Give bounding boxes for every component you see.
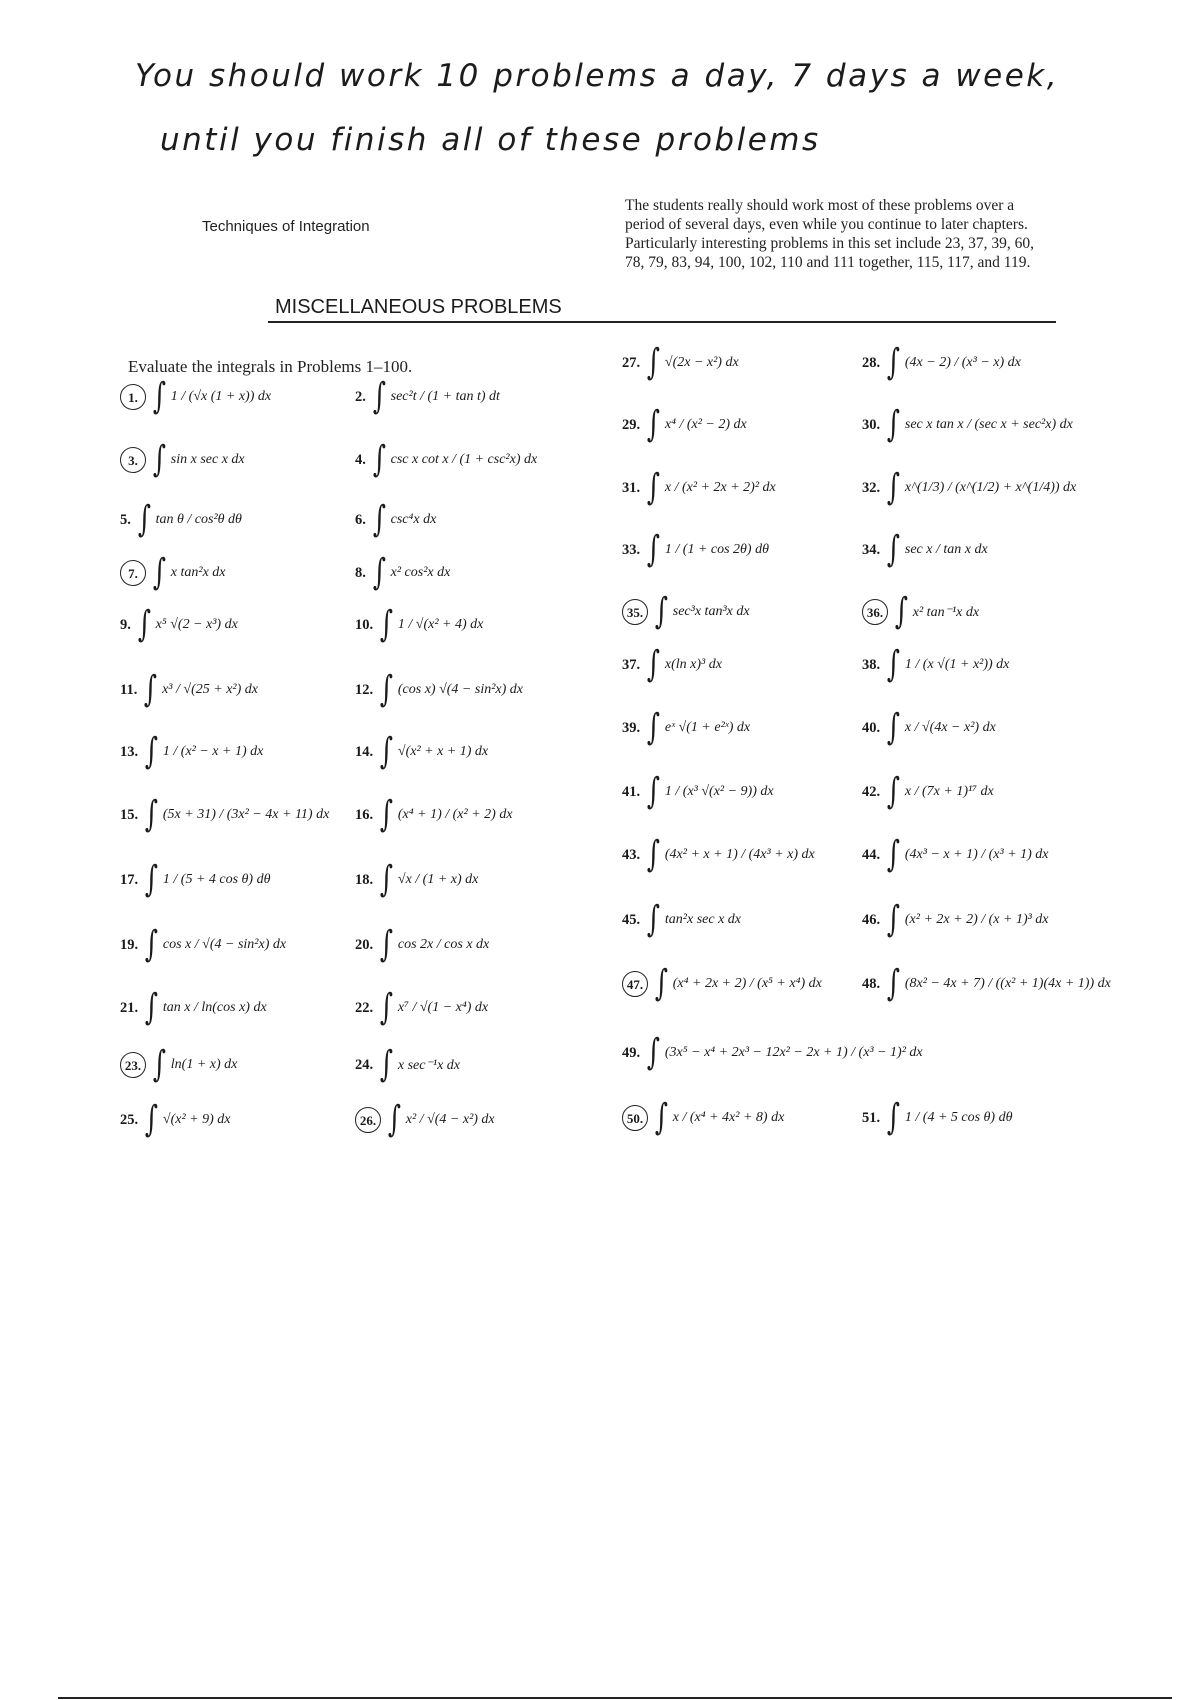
problem-item xyxy=(862,708,996,748)
problem-item xyxy=(622,468,776,508)
integrand-expression: x tan²x dx xyxy=(170,565,226,580)
problem-number: 40. xyxy=(862,719,881,736)
problem-number: 33. xyxy=(622,541,641,558)
problem-item xyxy=(120,860,270,900)
integral-sign-icon: ∫ xyxy=(379,731,394,772)
problem-item xyxy=(120,988,267,1028)
problem-item xyxy=(622,405,747,445)
problem-item xyxy=(355,500,436,540)
integrand-expression: sin x sec x dx xyxy=(170,452,245,467)
integrand-expression: cos x / √(4 − sin²x) dx xyxy=(162,937,287,952)
problem-number: 31. xyxy=(622,479,641,496)
header-divider xyxy=(268,321,1056,323)
problem-number: 46. xyxy=(862,911,881,928)
integrand-expression: 1 / √(x² + 4) dx xyxy=(397,617,484,632)
integral-sign-icon: ∫ xyxy=(886,644,901,685)
integral-sign-icon: ∫ xyxy=(144,731,159,772)
integrand-expression: x⁷ / √(1 − x⁴) dx xyxy=(397,1000,489,1015)
integral-sign-icon: ∫ xyxy=(372,376,386,417)
integrand-expression: x sec⁻¹x dx xyxy=(397,1057,460,1073)
problem-item xyxy=(862,530,988,570)
integral-sign-icon: ∫ xyxy=(646,529,661,570)
integral-sign-icon: ∫ xyxy=(646,1032,661,1073)
integrand-expression: (4x³ − x + 1) / (x³ + 1) dx xyxy=(904,847,1049,862)
problem-number: 30. xyxy=(862,416,881,433)
integrand-expression: (5x + 31) / (3x² − 4x + 11) dx xyxy=(162,807,330,822)
section-title: MISCELLANEOUS PROBLEMS xyxy=(275,296,562,318)
circled-problem-number: 36. xyxy=(862,599,888,625)
integral-sign-icon: ∫ xyxy=(379,794,394,835)
integral-sign-icon: ∫ xyxy=(646,342,661,383)
integral-sign-icon: ∫ xyxy=(886,467,901,508)
integral-sign-icon: ∫ xyxy=(886,529,901,570)
problem-item xyxy=(355,1100,495,1140)
integrand-expression: x / √(4x − x²) dx xyxy=(904,720,996,735)
integrand-expression: √x / (1 + x) dx xyxy=(397,872,479,887)
problem-item xyxy=(862,343,1021,383)
integral-sign-icon: ∫ xyxy=(152,1044,166,1085)
problem-item xyxy=(862,964,1111,1004)
integrand-expression: x / (7x + 1)¹⁷ dx xyxy=(904,784,994,799)
topic-heading: Techniques of Integration xyxy=(202,218,370,235)
problem-number: 29. xyxy=(622,416,641,433)
problem-item xyxy=(622,1098,784,1138)
integral-sign-icon: ∫ xyxy=(144,924,159,965)
integrand-expression: (x² + 2x + 2) / (x + 1)³ dx xyxy=(904,912,1049,927)
problem-item xyxy=(120,605,238,645)
problem-item xyxy=(355,1045,460,1085)
integrand-expression: √(x² + 9) dx xyxy=(162,1112,231,1127)
integral-sign-icon: ∫ xyxy=(379,859,394,900)
integrand-expression: sec³x tan³x dx xyxy=(672,604,750,619)
integrand-expression: csc x cot x / (1 + csc²x) dx xyxy=(390,452,538,467)
problem-number: 43. xyxy=(622,846,641,863)
integrand-expression: (4x − 2) / (x³ − x) dx xyxy=(904,355,1021,370)
integrand-expression: tan²x sec x dx xyxy=(664,912,741,927)
circled-problem-number: 26. xyxy=(355,1107,381,1133)
integrand-expression: (4x² + x + 1) / (4x³ + x) dx xyxy=(664,847,815,862)
integrand-expression: x⁴ / (x² − 2) dx xyxy=(664,417,747,432)
integral-sign-icon: ∫ xyxy=(646,467,661,508)
problem-item xyxy=(120,440,245,480)
integral-sign-icon: ∫ xyxy=(152,439,166,480)
problem-number: 25. xyxy=(120,1111,139,1128)
problem-item xyxy=(120,670,258,710)
integrand-expression: (3x⁵ − x⁴ + 2x³ − 12x² − 2x + 1) / (x³ − 1)² dx xyxy=(664,1045,923,1060)
integrand-expression: (cos x) √(4 − sin²x) dx xyxy=(397,682,524,697)
integrand-expression: sec x tan x / (sec x + sec²x) dx xyxy=(904,417,1073,432)
circled-problem-number: 23. xyxy=(120,1052,146,1078)
integral-sign-icon: ∫ xyxy=(137,499,151,540)
problem-number: 14. xyxy=(355,743,374,760)
integrand-expression: x⁵ √(2 − x³) dx xyxy=(155,617,238,632)
problem-item xyxy=(120,553,226,593)
integral-sign-icon: ∫ xyxy=(894,591,908,632)
problem-number: 21. xyxy=(120,999,139,1016)
integral-sign-icon: ∫ xyxy=(886,963,901,1004)
integrand-expression: sec²t / (1 + tan t) dt xyxy=(390,389,500,404)
problem-item xyxy=(120,1100,230,1140)
integrand-expression: √(x² + x + 1) dx xyxy=(397,744,489,759)
problem-number: 13. xyxy=(120,743,139,760)
problem-item xyxy=(862,592,979,632)
problem-number: 34. xyxy=(862,541,881,558)
problem-item xyxy=(622,645,722,685)
problem-number: 19. xyxy=(120,936,139,953)
integral-sign-icon: ∫ xyxy=(646,899,661,940)
integral-sign-icon: ∫ xyxy=(137,604,151,645)
integral-sign-icon: ∫ xyxy=(886,899,901,940)
integrand-expression: eˣ √(1 + e²ˣ) dx xyxy=(664,720,751,735)
integrand-expression: 1 / (√x (1 + x)) dx xyxy=(170,389,272,404)
problem-number: 44. xyxy=(862,846,881,863)
integrand-expression: ln(1 + x) dx xyxy=(170,1057,238,1072)
integrand-expression: x(ln x)³ dx xyxy=(664,657,722,672)
integral-sign-icon: ∫ xyxy=(646,644,661,685)
problem-item xyxy=(120,925,286,965)
problem-number: 10. xyxy=(355,616,374,633)
problem-number: 20. xyxy=(355,936,374,953)
integrand-expression: tan x / ln(cos x) dx xyxy=(162,1000,267,1015)
instructions: Evaluate the integrals in Problems 1–100. xyxy=(128,357,413,376)
integrand-expression: x³ / √(25 + x²) dx xyxy=(162,682,258,697)
problem-number: 18. xyxy=(355,871,374,888)
integrand-expression: 1 / (5 + 4 cos θ) dθ xyxy=(162,872,271,887)
integral-sign-icon: ∫ xyxy=(152,376,166,417)
problem-item xyxy=(862,900,1049,940)
problem-item xyxy=(622,835,815,875)
problem-item xyxy=(622,530,769,570)
circled-problem-number: 50. xyxy=(622,1105,648,1131)
problem-number: 32. xyxy=(862,479,881,496)
problem-item xyxy=(120,795,329,835)
problem-number: 37. xyxy=(622,656,641,673)
integral-sign-icon: ∫ xyxy=(886,1097,901,1138)
circled-problem-number: 35. xyxy=(622,599,648,625)
problem-item xyxy=(120,1045,237,1085)
problem-item xyxy=(622,1033,923,1073)
problem-number: 16. xyxy=(355,806,374,823)
circled-problem-number: 3. xyxy=(120,447,146,473)
integrand-expression: (x⁴ + 1) / (x² + 2) dx xyxy=(397,807,513,822)
problem-number: 4. xyxy=(355,451,366,468)
integral-sign-icon: ∫ xyxy=(886,707,901,748)
problem-item xyxy=(355,925,489,965)
problem-number: 28. xyxy=(862,354,881,371)
handwritten-note-line-1: You should work 10 problems a day, 7 days a week, xyxy=(135,58,1060,94)
integrand-expression: √(2x − x²) dx xyxy=(664,355,739,370)
integrand-expression: x / (x⁴ + 4x² + 8) dx xyxy=(672,1110,785,1125)
problem-number: 41. xyxy=(622,783,641,800)
integral-sign-icon: ∫ xyxy=(654,591,668,632)
problem-number: 9. xyxy=(120,616,131,633)
integral-sign-icon: ∫ xyxy=(654,963,668,1004)
integrand-expression: sec x / tan x dx xyxy=(904,542,988,557)
problem-number: 27. xyxy=(622,354,641,371)
integral-sign-icon: ∫ xyxy=(646,771,661,812)
problem-number: 8. xyxy=(355,564,366,581)
problem-number: 12. xyxy=(355,681,374,698)
problem-item xyxy=(120,500,242,540)
integral-sign-icon: ∫ xyxy=(387,1099,401,1140)
problem-item xyxy=(622,592,750,632)
problem-number: 24. xyxy=(355,1056,374,1073)
integrand-expression: 1 / (4 + 5 cos θ) dθ xyxy=(904,1110,1013,1125)
problem-number: 45. xyxy=(622,911,641,928)
problem-item xyxy=(355,605,483,645)
integral-sign-icon: ∫ xyxy=(379,1044,394,1085)
problem-number: 48. xyxy=(862,975,881,992)
integral-sign-icon: ∫ xyxy=(379,604,394,645)
problem-item xyxy=(355,860,478,900)
problem-item xyxy=(622,772,774,812)
integrand-expression: x² cos²x dx xyxy=(390,565,451,580)
problem-number: 22. xyxy=(355,999,374,1016)
problem-item xyxy=(862,405,1073,445)
problem-number: 5. xyxy=(120,511,131,528)
problem-item xyxy=(120,732,263,772)
integral-sign-icon: ∫ xyxy=(372,552,386,593)
integral-sign-icon: ∫ xyxy=(144,669,158,710)
problem-number: 11. xyxy=(120,681,138,698)
integrand-expression: 1 / (x³ √(x² − 9)) dx xyxy=(664,784,774,799)
problem-item xyxy=(355,732,488,772)
problem-item xyxy=(355,377,500,417)
circled-problem-number: 1. xyxy=(120,384,146,410)
circled-problem-number: 47. xyxy=(622,971,648,997)
integrand-expression: x² / √(4 − x²) dx xyxy=(405,1112,495,1127)
problem-item xyxy=(862,835,1049,875)
problem-number: 17. xyxy=(120,871,139,888)
integrand-expression: x / (x² + 2x + 2)² dx xyxy=(664,480,776,495)
problem-number: 42. xyxy=(862,783,881,800)
problem-number: 6. xyxy=(355,511,366,528)
footer-divider xyxy=(58,1697,1172,1699)
problem-item xyxy=(622,900,741,940)
integrand-expression: cos 2x / cos x dx xyxy=(397,937,490,952)
problem-item xyxy=(622,708,750,748)
integral-sign-icon: ∫ xyxy=(379,924,394,965)
problem-item xyxy=(622,964,822,1004)
integral-sign-icon: ∫ xyxy=(646,834,661,875)
integral-sign-icon: ∫ xyxy=(144,859,159,900)
problem-number: 39. xyxy=(622,719,641,736)
problem-item xyxy=(120,377,271,417)
problem-item xyxy=(622,343,739,383)
integrand-expression: (8x² − 4x + 7) / ((x² + 1)(4x + 1)) dx xyxy=(904,976,1111,991)
instructor-note: The students really should work most of these problems over a period of several days, even while you continue to later chapters. Particularly interesting problems in this set include 23, 37, 39, 60, 78, 79, 83, 94, 100, 102, 110 and 111 together, 115, 117, and 119. xyxy=(625,197,1034,271)
integral-sign-icon: ∫ xyxy=(372,499,386,540)
integral-sign-icon: ∫ xyxy=(646,707,661,748)
problem-item xyxy=(862,772,994,812)
integral-sign-icon: ∫ xyxy=(144,1099,159,1140)
integrand-expression: tan θ / cos²θ dθ xyxy=(155,512,242,527)
problem-item xyxy=(862,1098,1012,1138)
integral-sign-icon: ∫ xyxy=(886,771,901,812)
integrand-expression: x^(1/3) / (x^(1/2) + x^(1/4)) dx xyxy=(904,480,1077,495)
problem-item xyxy=(355,440,537,480)
problem-item xyxy=(862,645,1009,685)
problem-number: 38. xyxy=(862,656,881,673)
problem-item xyxy=(355,670,523,710)
integral-sign-icon: ∫ xyxy=(886,404,901,445)
problem-item xyxy=(355,795,513,835)
problem-item xyxy=(355,553,450,593)
problem-number: 49. xyxy=(622,1044,641,1061)
integrand-expression: 1 / (x √(1 + x²)) dx xyxy=(904,657,1010,672)
circled-problem-number: 7. xyxy=(120,560,146,586)
integral-sign-icon: ∫ xyxy=(886,342,901,383)
problem-item xyxy=(355,988,488,1028)
integral-sign-icon: ∫ xyxy=(886,834,901,875)
integrand-expression: csc⁴x dx xyxy=(390,512,437,527)
integrand-expression: 1 / (1 + cos 2θ) dθ xyxy=(664,542,769,557)
integral-sign-icon: ∫ xyxy=(144,987,159,1028)
integrand-expression: 1 / (x² − x + 1) dx xyxy=(162,744,264,759)
integral-sign-icon: ∫ xyxy=(372,439,386,480)
integrand-expression: x² tan⁻¹x dx xyxy=(912,604,980,620)
problem-number: 2. xyxy=(355,388,366,405)
handwritten-note-line-2: until you finish all of these problems xyxy=(160,122,821,158)
integral-sign-icon: ∫ xyxy=(379,987,394,1028)
integrand-expression: (x⁴ + 2x + 2) / (x⁵ + x⁴) dx xyxy=(672,976,822,991)
integral-sign-icon: ∫ xyxy=(379,669,394,710)
integral-sign-icon: ∫ xyxy=(646,404,661,445)
integral-sign-icon: ∫ xyxy=(654,1097,668,1138)
integral-sign-icon: ∫ xyxy=(152,552,166,593)
problem-number: 51. xyxy=(862,1109,881,1126)
problem-item xyxy=(862,468,1076,508)
problem-number: 15. xyxy=(120,806,139,823)
integral-sign-icon: ∫ xyxy=(144,794,159,835)
